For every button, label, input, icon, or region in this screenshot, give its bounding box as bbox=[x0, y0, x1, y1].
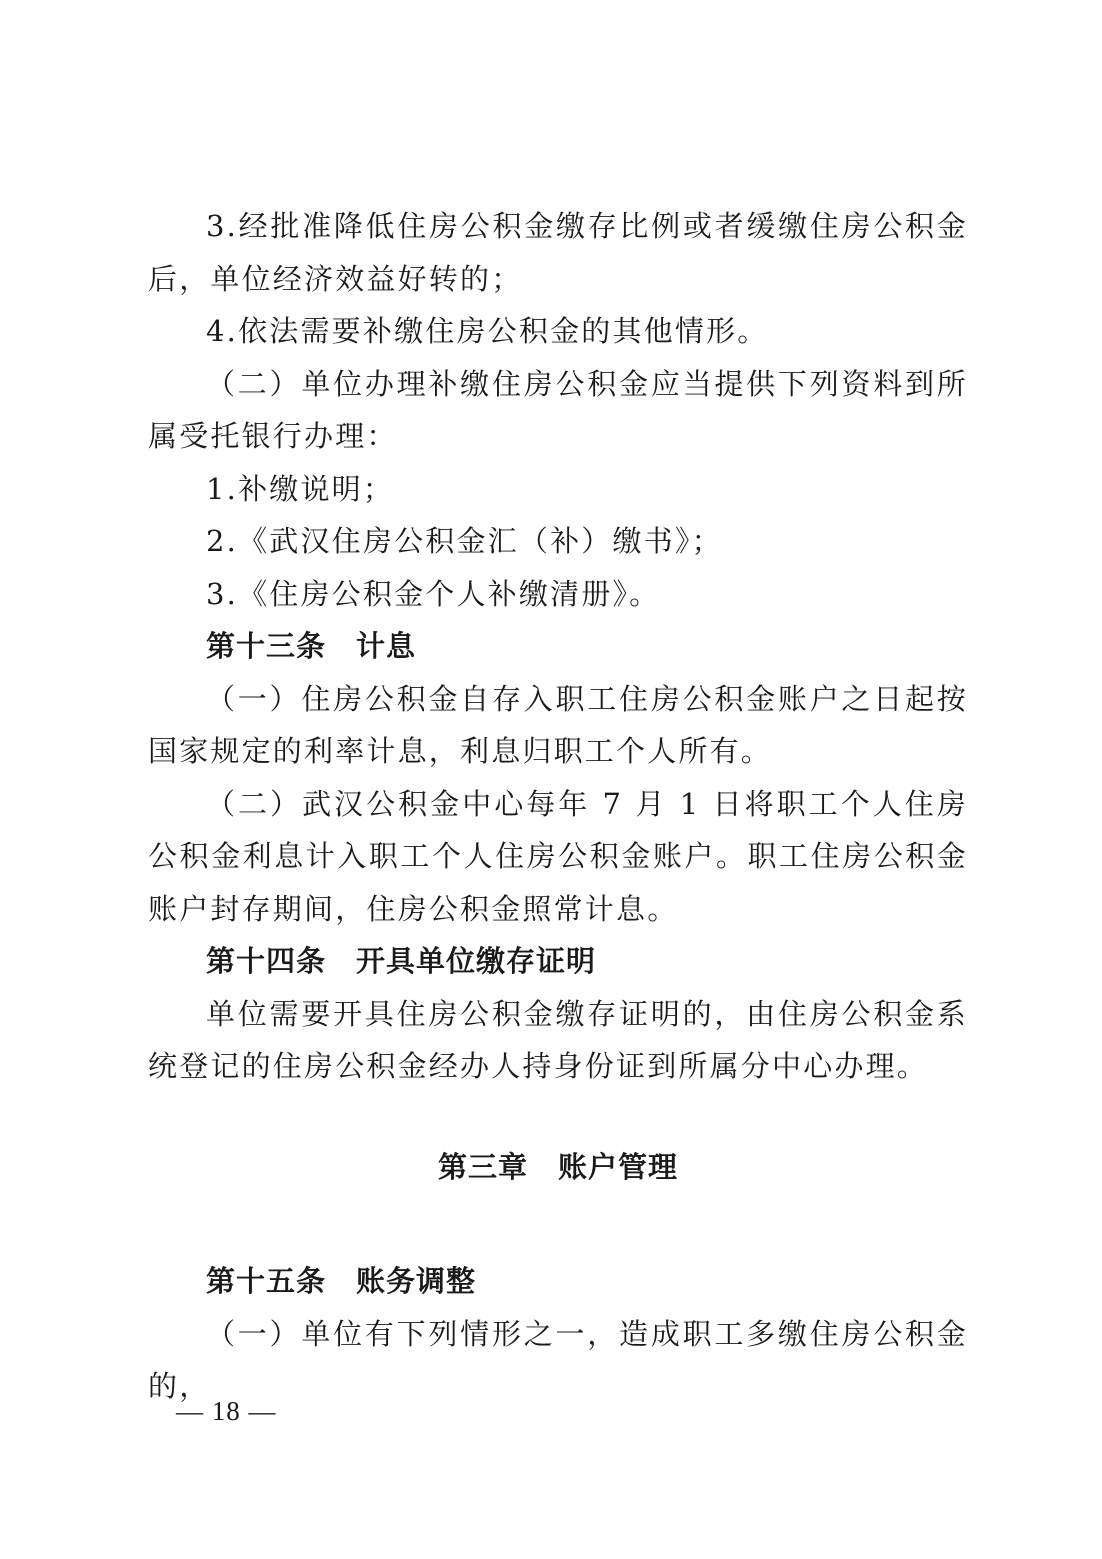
article-13-heading bbox=[148, 620, 968, 673]
paragraph: （一）住房公积金自存入职工住房公积金账户之日起按国家规定的利率计息，利息归职工个人所有。 bbox=[148, 681, 968, 768]
paragraph: 单位需要开具住房公积金缴存证明的，由住房公积金系统登记的住房公积金经办人持身份证到所属分中心办理。 bbox=[148, 996, 968, 1083]
paragraph: （二）武汉公积金中心每年 7 月 1 日将职工个人住房公积金利息计入职工个人住房公积金账户。职工住房公积金账户封存期间，住房公积金照常计息。 bbox=[148, 786, 968, 926]
document-body bbox=[148, 200, 968, 1413]
article-title: 开具单位缴存证明 bbox=[356, 944, 597, 978]
article-14-heading bbox=[148, 935, 968, 988]
article-number: 第十三条 bbox=[206, 629, 327, 663]
article-title: 账务调整 bbox=[356, 1264, 477, 1298]
chapter-number: 第三章 bbox=[437, 1149, 528, 1184]
article-title: 计息 bbox=[356, 629, 417, 663]
list-item: 1.补缴说明； bbox=[206, 471, 395, 506]
page-number: — 18 — bbox=[176, 1396, 277, 1426]
article-15-heading bbox=[148, 1255, 968, 1308]
chapter-heading bbox=[148, 1141, 968, 1194]
list-item: 3.《住房公积金个人补缴清册》。 bbox=[206, 576, 661, 611]
chapter-title: 账户管理 bbox=[558, 1149, 679, 1184]
list-item: 2.《武汉住房公积金汇（补）缴书》； bbox=[206, 524, 723, 558]
list-item: 3.经批准降低住房公积金缴存比例或者缓缴住房公积金后，单位经济效益好转的； bbox=[148, 209, 968, 296]
list-item: 4.依法需要补缴住房公积金的其他情形。 bbox=[206, 314, 769, 348]
paragraph: （一）单位有下列情形之一，造成职工多缴住房公积金的， bbox=[148, 1316, 968, 1403]
article-number: 第十五条 bbox=[206, 1264, 327, 1298]
article-number: 第十四条 bbox=[206, 944, 327, 978]
paragraph: （二）单位办理补缴住房公积金应当提供下列资料到所属受托银行办理： bbox=[148, 366, 968, 453]
